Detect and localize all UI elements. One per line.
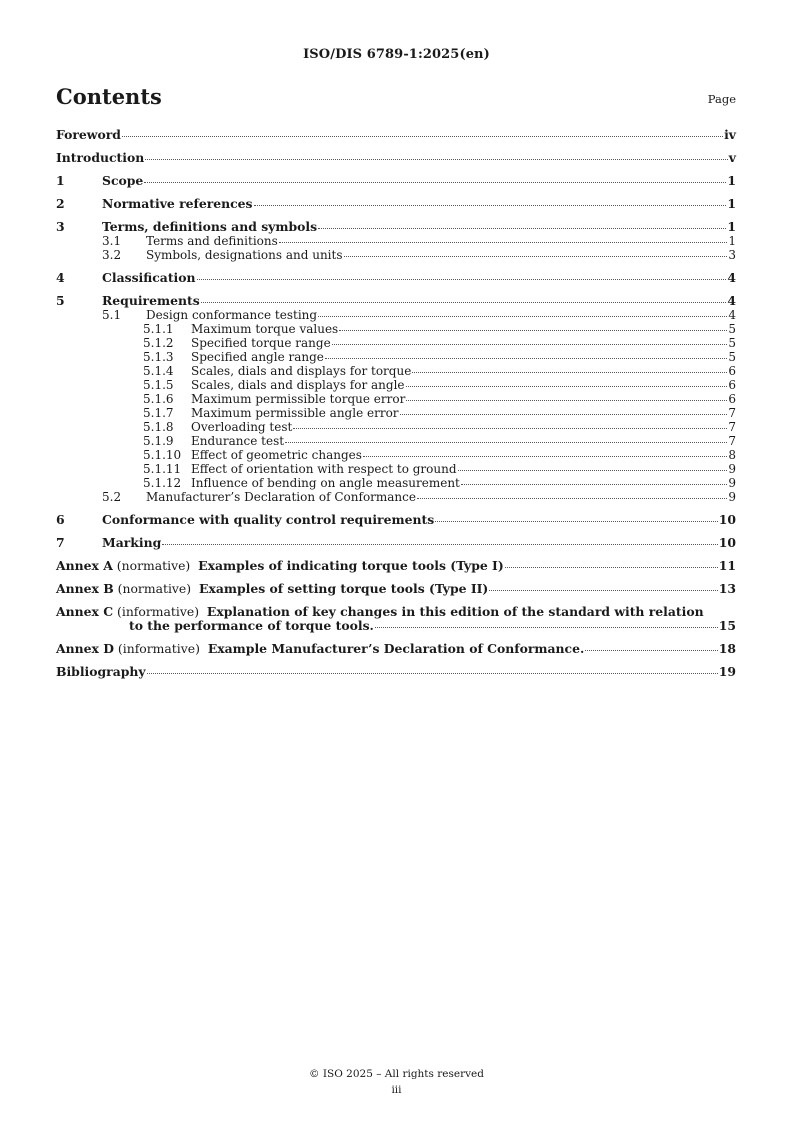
toc-entry-number: 3	[56, 219, 65, 234]
dot-leader	[406, 400, 727, 401]
toc-page-number: iv	[724, 127, 736, 142]
dot-leader	[406, 386, 728, 387]
toc-page-number: 3	[728, 248, 736, 262]
dot-leader	[435, 521, 718, 522]
toc-entry-marking[interactable]	[56, 536, 736, 550]
toc-entry-number: 5.1.9	[143, 434, 174, 448]
toc-entry-foreword[interactable]	[56, 128, 736, 142]
toc-entry-text: Bibliography	[56, 664, 146, 679]
dot-leader	[145, 159, 728, 160]
toc-entry-text: Classification	[102, 270, 196, 285]
toc-page-number: 7	[728, 406, 736, 420]
toc-entry-number: 2	[56, 196, 65, 211]
annex-type: (normative)	[116, 558, 191, 573]
toc-entry-terms[interactable]	[56, 220, 736, 234]
toc-page-number: 5	[728, 322, 736, 336]
annex-type: (normative)	[117, 581, 192, 596]
toc-entry-3-1[interactable]	[56, 234, 736, 248]
toc-page-number: 13	[718, 581, 736, 596]
page-footer	[0, 1066, 793, 1098]
dot-leader	[279, 242, 728, 243]
toc-page-number: v	[728, 150, 736, 165]
toc-entry-5-1-6[interactable]	[56, 392, 736, 406]
toc-entry-3-2[interactable]	[56, 248, 736, 262]
toc-entry-requirements[interactable]	[56, 294, 736, 308]
toc-entry-text: Normative references	[102, 196, 253, 211]
dot-leader	[318, 228, 726, 229]
toc-entry-conformance[interactable]	[56, 513, 736, 527]
toc-entry-text: Overloading test	[191, 420, 293, 434]
toc-page-number: 1	[728, 234, 736, 248]
toc-entry-annex-d[interactable]	[56, 642, 736, 656]
toc-entry-number: 6	[56, 512, 65, 527]
toc-page-number: 7	[728, 434, 736, 448]
annex-type: (informative)	[117, 604, 200, 619]
toc-entry-5-1-10[interactable]	[56, 448, 736, 462]
toc-entry-text: Effect of geometric changes	[191, 448, 362, 462]
toc-entry-normative-references[interactable]	[56, 197, 736, 211]
toc-entry-introduction[interactable]	[56, 151, 736, 165]
dot-leader	[375, 627, 718, 628]
dot-leader	[197, 279, 727, 280]
toc-entry-classification[interactable]	[56, 271, 736, 285]
toc-entry-5-1-11[interactable]	[56, 462, 736, 476]
dot-leader	[325, 358, 727, 359]
toc-entry-text: Specified angle range	[191, 350, 324, 364]
toc-entry-text: Symbols, designations and units	[146, 248, 343, 262]
toc-entry-scope[interactable]	[56, 174, 736, 188]
toc-entry-text: Effect of orientation with respect to ground	[191, 462, 457, 476]
page-title: Contents	[56, 84, 162, 109]
toc-page-number: 19	[718, 664, 736, 679]
annex-title: Example Manufacturer’s Declaration of Conformance.	[207, 641, 585, 656]
toc-entry-5-1-4[interactable]	[56, 364, 736, 378]
annex-label: Annex C	[56, 604, 114, 619]
toc-entry-text: Requirements	[102, 293, 200, 308]
toc-page-number: 4	[727, 293, 736, 308]
toc-entry-annex-b[interactable]	[56, 582, 736, 596]
dot-leader	[461, 484, 727, 485]
toc-entry-number: 5.1.12	[143, 476, 182, 490]
toc-page-number: 18	[718, 641, 736, 656]
toc-entry-number: 5.1.7	[143, 406, 174, 420]
annex-title: Examples of indicating torque tools (Type I)	[198, 558, 504, 573]
toc-entry-number: 5.1.3	[143, 350, 174, 364]
toc-page-number: 4	[728, 308, 736, 322]
toc-entry-5-1[interactable]	[56, 308, 736, 322]
dot-leader	[162, 544, 718, 545]
toc-page-number: 7	[728, 420, 736, 434]
copyright-notice: © ISO 2025 – All rights reserved	[309, 1068, 484, 1080]
dot-leader	[344, 256, 728, 257]
toc-page-number: 4	[727, 270, 736, 285]
toc-entry-number: 5.1.8	[143, 420, 174, 434]
dot-leader	[201, 302, 727, 303]
dot-leader	[339, 330, 727, 331]
toc-entry-text: Design conformance testing	[146, 308, 318, 322]
toc-entry-5-1-7[interactable]	[56, 406, 736, 420]
toc-entry-number: 4	[56, 270, 65, 285]
document-header: ISO/DIS 6789-1:2025(en)	[303, 47, 490, 62]
toc-entry-number: 3.2	[102, 248, 122, 262]
annex-type: (informative)	[117, 641, 200, 656]
toc-page-number: 9	[728, 490, 736, 504]
toc-entry-bibliography[interactable]	[56, 665, 736, 679]
toc-page-number: 6	[728, 378, 736, 392]
dot-leader	[293, 428, 727, 429]
toc-page-number: 5	[728, 336, 736, 350]
toc-entry-5-1-1[interactable]	[56, 322, 736, 336]
toc-page-number: 9	[728, 476, 736, 490]
toc-entry-text: Introduction	[56, 150, 145, 165]
toc-entry-number: 5.1.5	[143, 378, 174, 392]
toc-entry-text: Terms and definitions	[146, 234, 278, 248]
toc-entry-text: Maximum torque values	[191, 322, 339, 336]
dot-leader	[412, 372, 727, 373]
toc-page-number: 8	[728, 448, 736, 462]
toc-page-number: 10	[718, 512, 736, 527]
toc-entry-text: Maximum permissible angle error	[191, 406, 399, 420]
page-number: iii	[391, 1084, 402, 1096]
toc-page-number: 1	[727, 196, 736, 211]
toc-entry-5-2[interactable]	[56, 490, 736, 504]
annex-label: Annex D	[56, 641, 114, 656]
toc-entry-5-1-9[interactable]	[56, 434, 736, 448]
toc-entry-5-1-12[interactable]	[56, 476, 736, 490]
toc-entry-text: Scales, dials and displays for angle	[191, 378, 405, 392]
dot-leader	[489, 590, 717, 591]
toc-entry-text: Manufacturer’s Declaration of Conformance	[146, 490, 416, 504]
toc-page-number: 10	[718, 535, 736, 550]
toc-entry-number: 5.2	[102, 490, 122, 504]
toc-page-number: 5	[728, 350, 736, 364]
dot-leader	[363, 456, 727, 457]
toc-entry-number: 5.1.11	[143, 462, 182, 476]
toc-entry-number: 5.1.6	[143, 392, 174, 406]
toc-page-number: 1	[727, 173, 736, 188]
toc-entry-5-1-3[interactable]	[56, 350, 736, 364]
annex-title-continued: to the performance of torque tools.	[129, 618, 374, 633]
toc-page-number: 9	[728, 462, 736, 476]
toc-entry-text: Scope	[102, 173, 144, 188]
dot-leader	[458, 470, 728, 471]
toc-entry-number: 5.1	[102, 308, 122, 322]
toc-entry-text: Conformance with quality control requirements	[102, 512, 435, 527]
toc-entry-text: Scales, dials and displays for torque	[191, 364, 412, 378]
toc-page-number: 15	[718, 618, 736, 633]
dot-leader	[147, 673, 718, 674]
toc-page-number: 1	[727, 219, 736, 234]
dot-leader	[318, 316, 727, 317]
toc-entry-number: 5.1.10	[143, 448, 182, 462]
annex-title: Examples of setting torque tools (Type II)	[199, 581, 489, 596]
toc-entry-number: 1	[56, 173, 65, 188]
toc-entry-number: 3.1	[102, 234, 122, 248]
toc-page-number: 6	[728, 364, 736, 378]
toc-entry-text: Endurance test	[191, 434, 285, 448]
toc-entry-text: Marking	[102, 535, 162, 550]
toc-entry-number: 5.1.1	[143, 322, 174, 336]
toc-entry-number: 5	[56, 293, 65, 308]
annex-label: Annex B	[56, 581, 114, 596]
toc-entry-text: Foreword	[56, 127, 121, 142]
toc-entry-text: Specified torque range	[191, 336, 331, 350]
toc-page-number: 6	[728, 392, 736, 406]
toc-entry-number: 7	[56, 535, 65, 550]
toc-entry-number: 5.1.4	[143, 364, 174, 378]
toc-entry-5-1-5[interactable]	[56, 378, 736, 392]
annex-title: Explanation of key changes in this edition of the standard with relation	[206, 604, 704, 619]
toc-entry-annex-a[interactable]	[56, 559, 736, 573]
toc-entry-text: Maximum permissible torque error	[191, 392, 406, 406]
toc-page-number: 11	[718, 558, 736, 573]
dot-leader	[332, 344, 728, 345]
toc-entry-text: Influence of bending on angle measurement	[191, 476, 460, 490]
toc-entry-text: Terms, definitions and symbols	[102, 219, 318, 234]
dot-leader	[254, 205, 727, 206]
dot-leader	[144, 182, 726, 183]
dot-leader	[400, 414, 728, 415]
annex-label: Annex A	[56, 558, 113, 573]
toc-entry-5-1-2[interactable]	[56, 336, 736, 350]
table-of-contents	[56, 128, 736, 679]
dot-leader	[505, 567, 718, 568]
dot-leader	[285, 442, 727, 443]
dot-leader	[122, 136, 723, 137]
dot-leader	[585, 650, 717, 651]
toc-entry-annex-c[interactable]	[56, 605, 736, 633]
toc-entry-number: 5.1.2	[143, 336, 174, 350]
dot-leader	[417, 498, 727, 499]
toc-entry-5-1-8[interactable]	[56, 420, 736, 434]
page-column-label: Page	[707, 92, 736, 106]
